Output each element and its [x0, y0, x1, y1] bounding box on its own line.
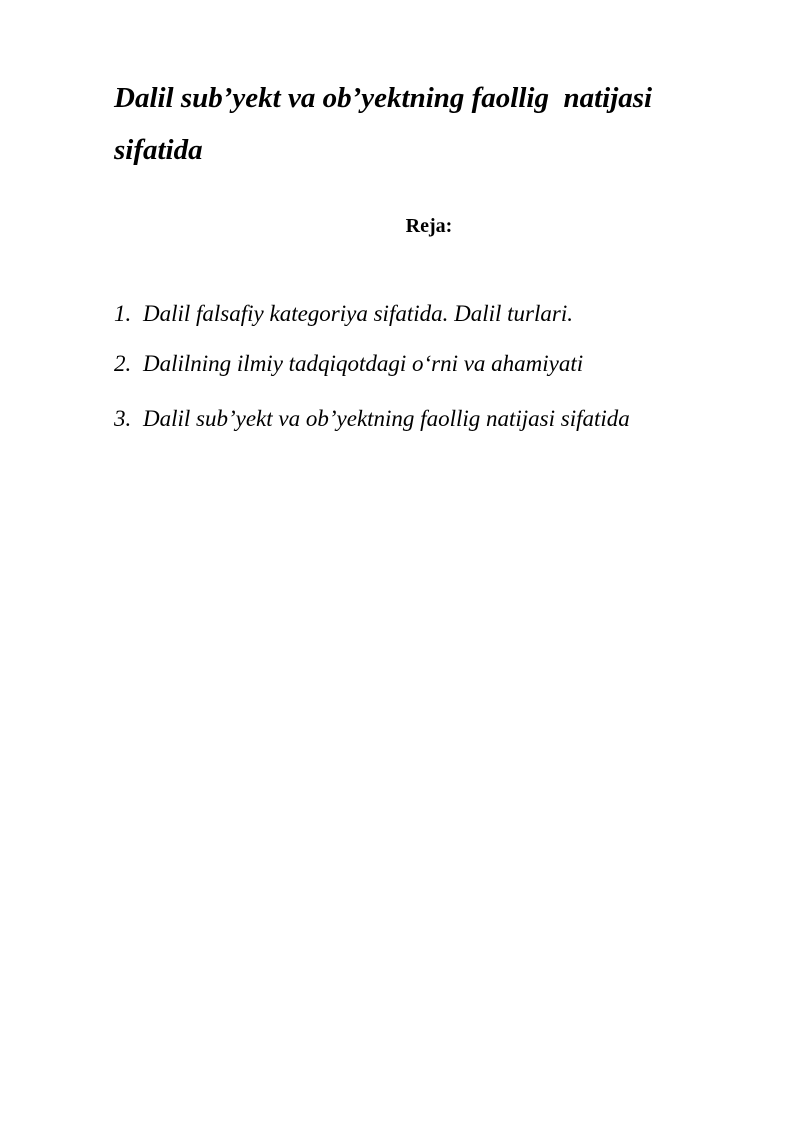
document-title: Dalil sub’yekt va ob’yektning faollig natijasi sifatida — [114, 82, 660, 166]
plan-item-text: Dalilning ilmiy tadqiqotdagi o‘rni va ahamiyati — [143, 351, 584, 376]
plan-item — [114, 404, 630, 434]
plan-item — [114, 349, 583, 379]
plan-heading: Reja: — [405, 215, 453, 237]
plan-item-number: 3. — [114, 406, 132, 431]
plan-item-text: Dalil falsafiy kategoriya sifatida. Dalil turlari. — [143, 301, 573, 326]
plan-item-text: Dalil sub’yekt va ob’yektning faollig natijasi sifatida — [143, 406, 630, 431]
plan-item-number: 2. — [114, 351, 132, 376]
plan-item — [114, 299, 573, 329]
plan-item-number: 1. — [114, 301, 132, 326]
